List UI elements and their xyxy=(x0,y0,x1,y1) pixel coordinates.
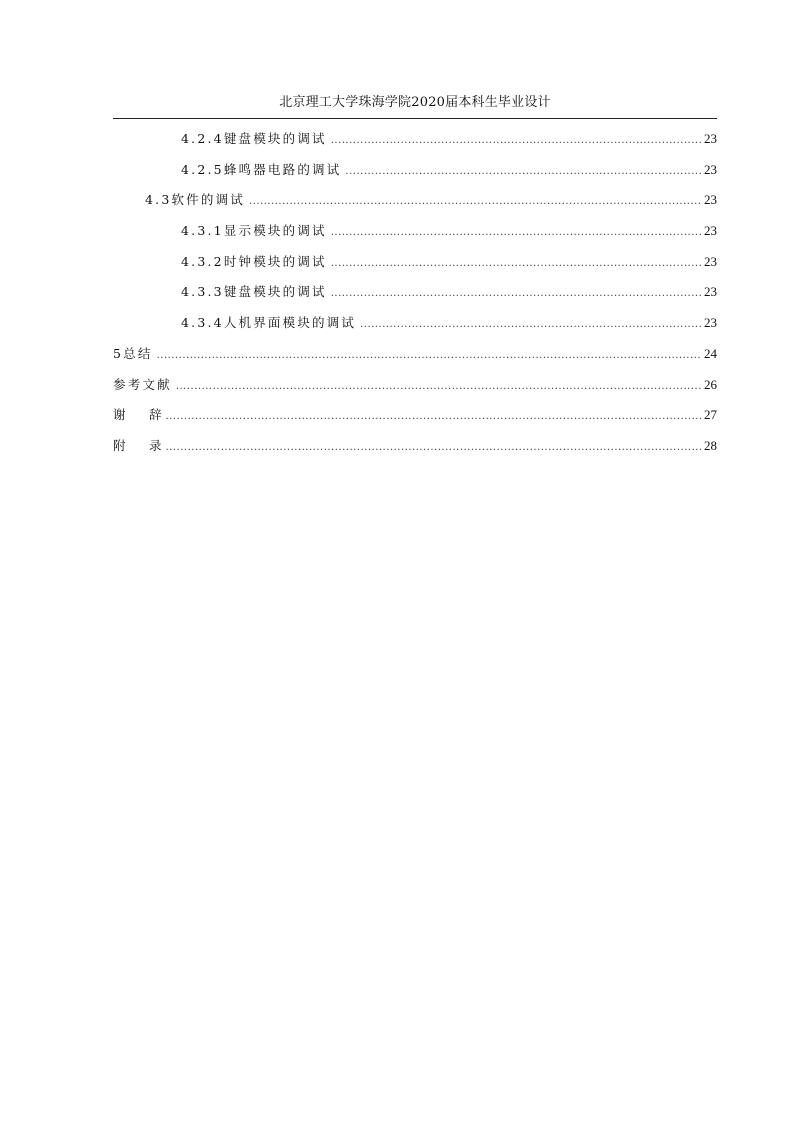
toc-entry-acknowledgements[interactable] xyxy=(113,400,717,431)
toc-page-number: 23 xyxy=(704,223,717,239)
table-of-contents xyxy=(113,124,717,462)
toc-leader-dots xyxy=(249,187,702,218)
toc-entry-appendix[interactable] xyxy=(113,431,717,462)
toc-page-number: 24 xyxy=(704,345,717,361)
toc-title: 总结 xyxy=(123,345,153,361)
toc-leader-dots xyxy=(166,433,702,464)
toc-entry-4-2-4[interactable] xyxy=(113,124,717,155)
toc-number: 4.3.1 xyxy=(181,223,224,239)
toc-leader-dots xyxy=(157,341,702,372)
toc-title-second-char: 录 xyxy=(149,437,162,453)
toc-number: 4.3.2 xyxy=(181,253,224,269)
toc-title: 键盘模块的调试 xyxy=(223,131,327,146)
toc-entry-4-3-4[interactable] xyxy=(113,308,717,339)
toc-number: 5 xyxy=(113,345,124,361)
toc-entry-4-2-5[interactable] xyxy=(113,155,717,186)
toc-leader-dots xyxy=(360,310,702,341)
toc-number: 4.3.4 xyxy=(181,315,224,331)
toc-title-second-char: 辞 xyxy=(149,407,162,423)
toc-title: 附 xyxy=(113,437,126,453)
toc-entry-4-3[interactable] xyxy=(113,185,717,216)
toc-page-number: 26 xyxy=(704,376,717,392)
toc-entry-4-3-1[interactable] xyxy=(113,216,717,247)
toc-leader-dots xyxy=(345,157,702,188)
toc-page-number: 23 xyxy=(704,161,717,177)
toc-number: 4.3.3 xyxy=(181,284,224,300)
toc-page-number: 23 xyxy=(704,192,717,208)
toc-leader-dots xyxy=(331,279,702,310)
toc-page-number: 27 xyxy=(704,407,717,423)
page-header xyxy=(113,92,717,119)
toc-title: 软件的调试 xyxy=(171,192,245,208)
toc-leader-dots xyxy=(176,372,702,403)
toc-entry-5[interactable] xyxy=(113,339,717,370)
toc-page-number: 23 xyxy=(704,253,717,269)
toc-page-number: 28 xyxy=(704,437,717,453)
toc-title: 谢 xyxy=(113,407,126,423)
header-title: 北京理工大学珠海学院2020届本科生毕业设计 xyxy=(279,95,551,110)
toc-title: 蜂鸣器电路的调试 xyxy=(223,161,342,177)
toc-title: 显示模块的调试 xyxy=(223,223,327,239)
toc-title: 人机界面模块的调试 xyxy=(223,315,357,331)
toc-page-number: 23 xyxy=(704,131,717,146)
toc-leader-dots xyxy=(331,249,702,280)
toc-title: 参考文献 xyxy=(113,376,172,392)
toc-number: 4.3 xyxy=(145,192,172,208)
toc-leader-dots xyxy=(166,402,702,433)
toc-title: 时钟模块的调试 xyxy=(223,253,327,269)
toc-entry-4-3-2[interactable] xyxy=(113,247,717,278)
toc-title: 键盘模块的调试 xyxy=(223,284,327,300)
toc-page-number: 23 xyxy=(704,315,717,331)
toc-entry-4-3-3[interactable] xyxy=(113,277,717,308)
toc-leader-dots xyxy=(331,218,702,249)
toc-entry-references[interactable] xyxy=(113,370,717,401)
toc-page-number: 23 xyxy=(704,284,717,300)
toc-number: 4.2.4 xyxy=(181,131,224,146)
toc-leader-dots xyxy=(331,126,702,157)
toc-number: 4.2.5 xyxy=(181,161,224,177)
